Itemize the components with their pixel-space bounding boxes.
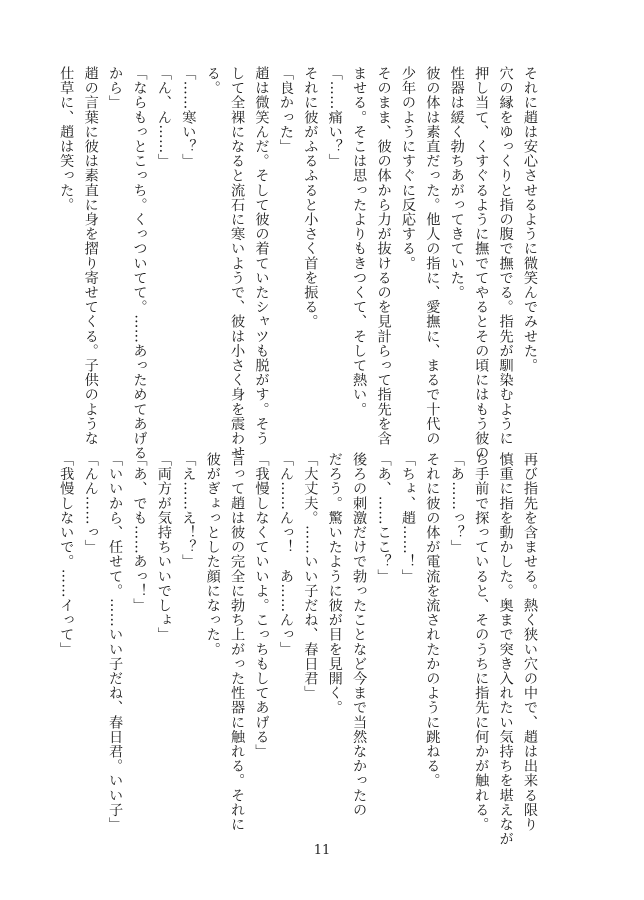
text-line: 慎重に指を動かした。奥まで突き入れたい気持ちを堪えなが	[497, 452, 514, 847]
text-line: 「ちょ、趙……！」	[399, 452, 416, 584]
text-line: 「……寒い？」	[180, 66, 197, 169]
page-number: 11	[313, 843, 331, 858]
text-line: 彼の体は素直だった。他人の指に、愛撫に、まるで十代の	[424, 66, 441, 446]
text-line: 趙の言葉に彼は素直に身を摺り寄せてくる。子供のような	[82, 66, 99, 446]
text-line: 「良かった」	[277, 66, 294, 154]
text-line: 押し当て、くすぐるように撫でてやるとその頃にはもう彼の	[473, 66, 490, 461]
text-line: それに趙は安心させるように微笑んでみせた。	[522, 66, 538, 373]
text-line: ら手前で探っていると、そのうちに指先に何かが触れる。	[473, 452, 490, 832]
text-line: 後ろの刺激だけで勃ったことなど今まで当然なかったの	[351, 452, 368, 817]
text-line: 趙は微笑んだ。そして彼の着ていたシャツも脱がす。そう	[253, 66, 270, 446]
text-line: それに彼がふるふると小さく首を振る。	[302, 66, 319, 329]
text-line: 仕草に、趙は笑った。	[58, 66, 75, 212]
lower-text-block	[54, 452, 542, 847]
text-line: 「ん、ん……」	[155, 66, 172, 169]
text-line: 「両方が気持ちいいでしょ」	[155, 452, 172, 642]
text-line: 再び指先を含ませる。熱く狭い穴の中で、趙は出来る限り	[522, 452, 538, 832]
text-line: 「……痛い？」	[326, 66, 343, 169]
text-line: 「我慢しないで。……イって」	[58, 452, 75, 657]
text-line: 「いいから、任せて。……いい子だね、春日君。いい子」	[107, 452, 124, 832]
text-line: 「ならもっとこっち。くっついてて。……あっためてあげる	[131, 66, 148, 461]
text-line: 「あ、でも……あっ！」	[131, 452, 148, 613]
text-line: 穴の縁をゆっくりと指の腹で撫でる。指先が馴染むように	[497, 66, 514, 446]
text-line: から」	[107, 66, 124, 110]
text-line: 「大丈夫。……いい子だね、春日君」	[302, 452, 319, 701]
text-line: 性器は緩く勃ちあがってきていた。	[448, 66, 465, 300]
text-line: ませる。そこは思ったよりもきつくて、そして熱い。	[351, 66, 368, 417]
text-line: そのまま、彼の体から力が抜けるのを見計らって指先を含	[375, 66, 392, 446]
text-line: 「んん……っ」	[82, 452, 99, 555]
text-line: 言って趙は彼の完全に勃ち上がった性器に触れる。それに	[229, 452, 246, 832]
text-line: 「ん……んっ！ あ……んっ」	[277, 452, 294, 657]
text-line: それに彼の体が電流を流されたかのように跳ねる。	[424, 452, 441, 788]
text-line: る。	[204, 66, 221, 96]
upper-text-block	[54, 66, 542, 461]
text-line: だろう。驚いたように彼が目を見開く。	[326, 452, 343, 715]
text-line: 彼がぎょっとした顔になった。	[204, 452, 221, 657]
text-line: 「我慢しなくていいよ。こっちもしてあげる」	[253, 452, 270, 759]
text-line: 「え……え！？」	[180, 452, 197, 569]
text-line: 「あ、……ここ？」	[375, 452, 392, 584]
text-line: 「あ……っ？」	[448, 452, 465, 555]
text-line: 少年のようにすぐに反応する。	[399, 66, 416, 271]
text-line: して全裸になると流石に寒いようで、彼は小さく身を震わせ	[229, 66, 246, 461]
